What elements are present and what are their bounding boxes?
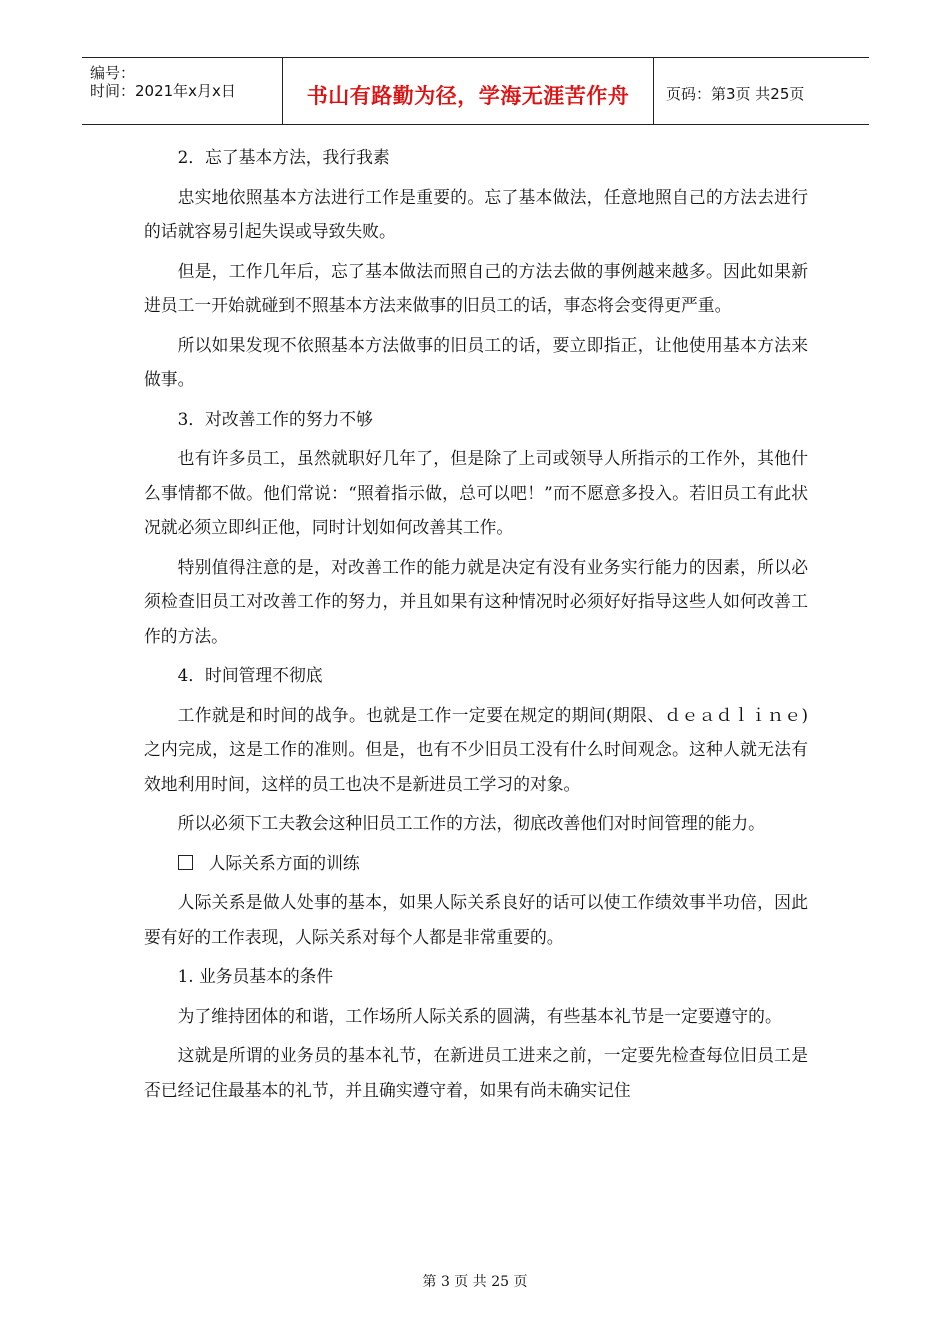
- paragraph: 所以必须下工夫教会这种旧员工工作的方法，彻底改善他们对时间管理的能力。: [177, 813, 765, 833]
- paragraph: 忠实地依照基本方法进行工作是重要的。忘了基本做法，任意地照自己的方法去进行的话就容易引起失误或导致失败。: [144, 186, 808, 241]
- header-table: [82, 57, 869, 125]
- box-section-heading: [144, 846, 808, 881]
- time-label: 时间：2021年x月x日: [90, 82, 236, 100]
- paragraph: 也有许多员工，虽然就职好几年了，但是除了上司或领导人所指示的工作外，其他什么事情都不做。他们常说：“照着指示做，总可以吧！”而不愿意多投入。若旧员工有此状况就必须立即纠正他，同时计划如何改善其工作。: [144, 448, 808, 537]
- header-motto-cell: [282, 58, 654, 124]
- header-info-cell: [82, 58, 282, 124]
- paragraph: 为了维持团体的和谐，工作场所人际关系的圆满，有些基本礼节是一定要遵守的。: [177, 1005, 782, 1026]
- box-heading-text: 人际关系方面的训练: [208, 852, 360, 873]
- paragraph: 这就是所谓的业务员的基本礼节，在新进员工进来之前，一定要先检查每位旧员工是否已经记住最基本的礼节，并且确实遵守着，如果有尚未确实记住: [144, 1045, 808, 1100]
- paragraph: 特别值得注意的是，对改善工作的能力就是决定有没有业务实行能力的因素，所以必须检查旧员工对改善工作的努力，并且如果有这种情况时必须好好指导这些人如何改善工作的方法。: [144, 556, 808, 646]
- section-heading: 3．对改善工作的努力不够: [177, 408, 373, 429]
- section-heading: 4．时间管理不彻底: [177, 665, 323, 685]
- section-heading: 2．忘了基本方法，我行我素: [177, 147, 390, 167]
- paragraph: 所以如果发现不依照基本方法做事的旧员工的话，要立即指正，让他使用基本方法来做事。: [144, 334, 808, 389]
- paragraph: 工作就是和时间的战争。也就是工作一定要在规定的期间(期限、ｄｅａｄｌｉｎｅ)之内完成，这是工作的准则。但是，也有不少旧员工没有什么时间观念。这种人就无法有效地利用时间，这样的员工也决不是新进员工学习的对象。: [144, 704, 808, 794]
- serial-label: 编号：: [90, 64, 136, 82]
- page-footer: 第 3 页 共 25 页: [422, 1274, 528, 1290]
- paragraph: 人际关系是做人处事的基本，如果人际关系良好的话可以使工作绩效事半功倍，因此要有好的工作表现，人际关系对每个人都是非常重要的。: [144, 892, 808, 947]
- motto-text: 书山有路勤为径，学海无涯苦作舟: [306, 84, 630, 108]
- document-body: [144, 140, 808, 1112]
- page-info: 页码：第3页 共25页: [666, 85, 805, 103]
- paragraph: 但是，工作几年后，忘了基本做法而照自己的方法去做的事例越来越多。因此如果新进员工一开始就碰到不照基本方法来做事的旧员工的话，事态将会变得更严重。: [144, 260, 808, 315]
- section-heading: 1. 业务员基本的条件: [177, 966, 334, 986]
- header-page-cell: [662, 58, 869, 124]
- checkbox-square-icon: [178, 855, 193, 870]
